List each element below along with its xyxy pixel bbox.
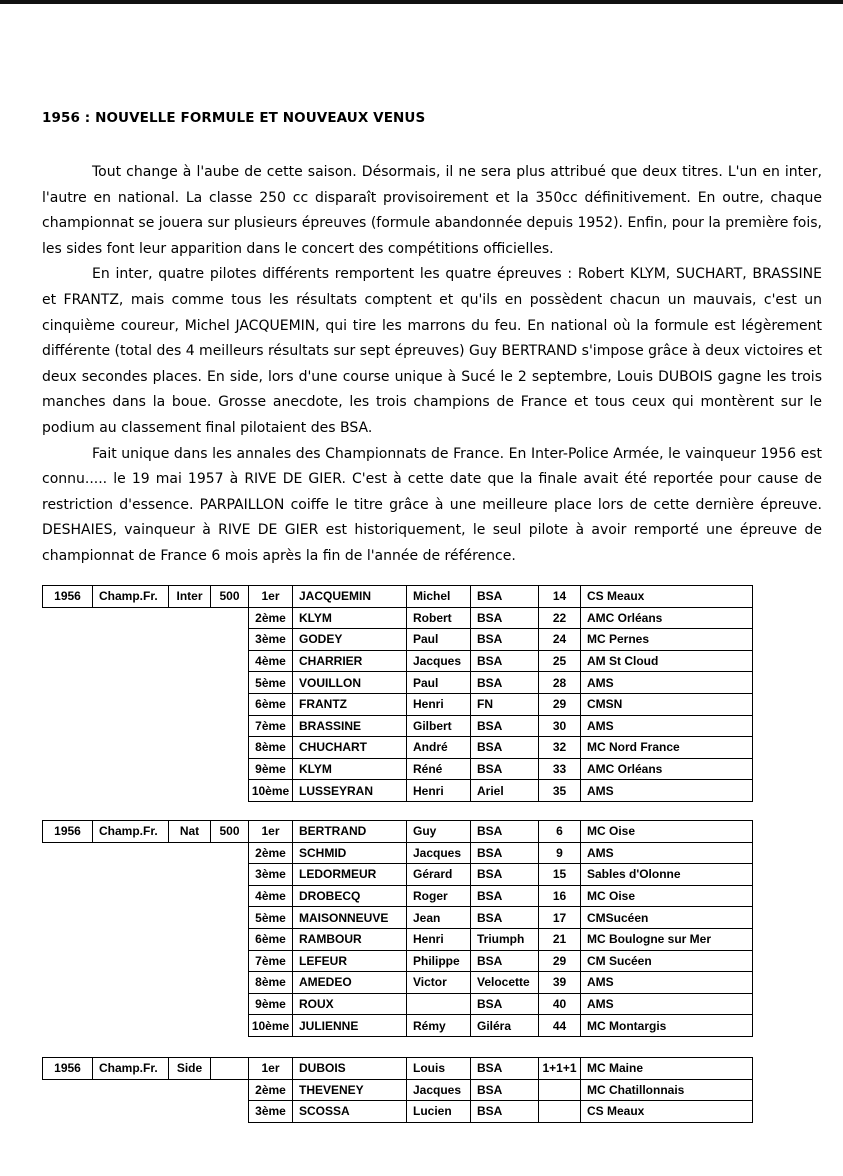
cell-rank: 5ème	[249, 672, 293, 694]
cell-first: Philippe	[407, 950, 471, 972]
table-row	[43, 885, 753, 907]
cell-bike: BSA	[471, 586, 539, 608]
cell-last: LEDORMEUR	[293, 864, 407, 886]
cell-pts: 16	[539, 885, 581, 907]
cell-last: VOUILLON	[293, 672, 407, 694]
cell-pts: 28	[539, 672, 581, 694]
cell-last: JACQUEMIN	[293, 586, 407, 608]
cell-club: MC Pernes	[581, 629, 753, 651]
cell-rank: 10ème	[249, 780, 293, 802]
header-cc: 500	[211, 586, 249, 608]
cell-bike: BSA	[471, 907, 539, 929]
cell-rank: 1er	[249, 586, 293, 608]
results-table-side	[42, 1057, 753, 1123]
cell-rank: 6ème	[249, 928, 293, 950]
cell-bike: BSA	[471, 672, 539, 694]
cell-club: MC Boulogne sur Mer	[581, 928, 753, 950]
cell-pts: 6	[539, 821, 581, 843]
cell-bike: Ariel	[471, 780, 539, 802]
cell-last: ROUX	[293, 993, 407, 1015]
cell-rank: 3ème	[249, 864, 293, 886]
cell-last: JULIENNE	[293, 1015, 407, 1037]
cell-pts: 21	[539, 928, 581, 950]
cell-first: Jacques	[407, 842, 471, 864]
cell-first: Gérard	[407, 864, 471, 886]
header-category: Nat	[169, 821, 211, 843]
header-championship: Champ.Fr.	[93, 821, 169, 843]
paragraph-2: En inter, quatre pilotes différents remportent les quatre épreuves : Robert KLYM, SUCHART, BRASSINE et FRANTZ, mais comme tous les résultats comptent et qu'ils en possèdent chacun un mauvais, c'est un cinquième coureur, Michel JACQUEMIN, qui tire les marrons du feu. En national où la formule est légèrement différente (total des 4 meilleurs résultats sur sept épreuves) Guy BERTRAND s'impose grâce à deux victoires et deux secondes places. En side, lors d'une course unique à Sucé le 2 septembre, Louis DUBOIS gagne les trois manches dans la boue. Grosse anecdote, les trois champions de France et tous ceux qui montèrent sur le podium au classement final pilotaient des BSA.	[42, 266, 822, 436]
paragraph-1: Tout change à l'aube de cette saison. Désormais, il ne sera plus attribué que deux titres. L'un en inter, l'autre en national. La classe 250 cc disparaît provisoirement et la 350cc définitivement. En outre, chaque championnat se jouera sur plusieurs épreuves (formule abandonnée depuis 1952). Enfin, pour la première fois, les sides font leur apparition dans le concert des compétitions officielles.	[42, 164, 822, 257]
cell-last: GODEY	[293, 629, 407, 651]
table-row	[43, 950, 753, 972]
cell-club: AMS	[581, 672, 753, 694]
cell-club: Sables d'Olonne	[581, 864, 753, 886]
header-year: 1956	[43, 1058, 93, 1080]
cell-bike: BSA	[471, 715, 539, 737]
cell-bike: BSA	[471, 650, 539, 672]
cell-last: DROBECQ	[293, 885, 407, 907]
cell-first: Paul	[407, 629, 471, 651]
cell-pts: 33	[539, 758, 581, 780]
cell-pts	[539, 1101, 581, 1123]
cell-last: RAMBOUR	[293, 928, 407, 950]
table-row	[43, 586, 753, 608]
cell-last: FRANTZ	[293, 693, 407, 715]
cell-first: André	[407, 737, 471, 759]
cell-pts: 1+1+1	[539, 1058, 581, 1080]
header-category: Side	[169, 1058, 211, 1080]
cell-pts: 22	[539, 607, 581, 629]
table-row	[43, 629, 753, 651]
table-row	[43, 672, 753, 694]
cell-rank: 2ème	[249, 607, 293, 629]
cell-club: MC Maine	[581, 1058, 753, 1080]
cell-club: MC Oise	[581, 821, 753, 843]
cell-club: AMS	[581, 993, 753, 1015]
cell-rank: 5ème	[249, 907, 293, 929]
table-row	[43, 780, 753, 802]
cell-first: Henri	[407, 780, 471, 802]
page-title: 1956 : NOUVELLE FORMULE ET NOUVEAUX VENUS	[42, 110, 426, 126]
body-text	[42, 160, 822, 570]
table-row	[43, 864, 753, 886]
cell-first: Paul	[407, 672, 471, 694]
cell-bike: BSA	[471, 737, 539, 759]
cell-last: BRASSINE	[293, 715, 407, 737]
cell-bike: BSA	[471, 950, 539, 972]
cell-club: AMS	[581, 972, 753, 994]
header-championship: Champ.Fr.	[93, 586, 169, 608]
cell-rank: 7ème	[249, 950, 293, 972]
cell-last: DUBOIS	[293, 1058, 407, 1080]
table-row	[43, 907, 753, 929]
header-year: 1956	[43, 586, 93, 608]
cell-rank: 1er	[249, 1058, 293, 1080]
cell-last: CHARRIER	[293, 650, 407, 672]
cell-last: MAISONNEUVE	[293, 907, 407, 929]
cell-pts: 17	[539, 907, 581, 929]
cell-pts: 32	[539, 737, 581, 759]
cell-pts: 39	[539, 972, 581, 994]
cell-bike: BSA	[471, 993, 539, 1015]
cell-bike: BSA	[471, 1058, 539, 1080]
cell-club: AMC Orléans	[581, 607, 753, 629]
cell-last: BERTRAND	[293, 821, 407, 843]
cell-first: Lucien	[407, 1101, 471, 1123]
cell-bike: FN	[471, 693, 539, 715]
cell-first: Robert	[407, 607, 471, 629]
header-category: Inter	[169, 586, 211, 608]
table-row	[43, 928, 753, 950]
table-row	[43, 1079, 753, 1101]
table-row	[43, 1058, 753, 1080]
cell-first: Roger	[407, 885, 471, 907]
cell-club: MC Oise	[581, 885, 753, 907]
cell-bike: BSA	[471, 821, 539, 843]
cell-rank: 9ème	[249, 993, 293, 1015]
table-row	[43, 1101, 753, 1123]
cell-rank: 4ème	[249, 885, 293, 907]
cell-club: CMSucéen	[581, 907, 753, 929]
cell-bike: Velocette	[471, 972, 539, 994]
cell-pts: 40	[539, 993, 581, 1015]
table-row	[43, 650, 753, 672]
cell-last: SCHMID	[293, 842, 407, 864]
cell-rank: 10ème	[249, 1015, 293, 1037]
cell-club: AM St Cloud	[581, 650, 753, 672]
table-row	[43, 737, 753, 759]
header-championship: Champ.Fr.	[93, 1058, 169, 1080]
cell-bike: BSA	[471, 864, 539, 886]
cell-pts: 35	[539, 780, 581, 802]
cell-rank: 7ème	[249, 715, 293, 737]
top-border	[0, 0, 843, 4]
cell-last: CHUCHART	[293, 737, 407, 759]
cell-pts: 15	[539, 864, 581, 886]
cell-rank: 9ème	[249, 758, 293, 780]
cell-club: AMS	[581, 715, 753, 737]
table-row	[43, 693, 753, 715]
cell-pts: 29	[539, 693, 581, 715]
paragraph-3: Fait unique dans les annales des Championnats de France. En Inter-Police Armée, le vainqueur 1956 est connu..... le 19 mai 1957 à RIVE DE GIER. C'est à cette date que la finale avait été reportée pour cause de restriction d'essence. PARPAILLON coiffe le titre grâce à une meilleure place lors de cette dernière épreuve. DESHAIES, vainqueur à RIVE DE GIER est historiquement, le seul pilote à avoir remporté une épreuve de championnat de France 6 mois après la fin de l'année de référence.	[42, 445, 822, 564]
header-cc: 500	[211, 821, 249, 843]
cell-bike: BSA	[471, 885, 539, 907]
cell-rank: 3ème	[249, 1101, 293, 1123]
cell-pts	[539, 1079, 581, 1101]
cell-bike: BSA	[471, 607, 539, 629]
header-cc	[211, 1058, 249, 1080]
cell-bike: Triumph	[471, 928, 539, 950]
cell-first: Victor	[407, 972, 471, 994]
cell-first: Louis	[407, 1058, 471, 1080]
cell-pts: 29	[539, 950, 581, 972]
cell-first: Jacques	[407, 1079, 471, 1101]
cell-last: AMEDEO	[293, 972, 407, 994]
table-row	[43, 607, 753, 629]
cell-rank: 4ème	[249, 650, 293, 672]
table-row	[43, 842, 753, 864]
cell-pts: 25	[539, 650, 581, 672]
cell-last: KLYM	[293, 758, 407, 780]
cell-pts: 24	[539, 629, 581, 651]
cell-club: MC Montargis	[581, 1015, 753, 1037]
cell-club: AMS	[581, 780, 753, 802]
cell-club: CS Meaux	[581, 1101, 753, 1123]
results-table-inter	[42, 585, 753, 802]
cell-club: AMS	[581, 842, 753, 864]
table-row	[43, 993, 753, 1015]
cell-first: Jean	[407, 907, 471, 929]
cell-club: CS Meaux	[581, 586, 753, 608]
cell-first: Henri	[407, 928, 471, 950]
table-row	[43, 758, 753, 780]
cell-last: KLYM	[293, 607, 407, 629]
cell-bike: BSA	[471, 1079, 539, 1101]
cell-bike: BSA	[471, 758, 539, 780]
cell-bike: Giléra	[471, 1015, 539, 1037]
cell-first: Jacques	[407, 650, 471, 672]
cell-first	[407, 993, 471, 1015]
cell-rank: 1er	[249, 821, 293, 843]
cell-club: CMSN	[581, 693, 753, 715]
cell-rank: 8ème	[249, 972, 293, 994]
cell-rank: 2ème	[249, 1079, 293, 1101]
cell-first: Guy	[407, 821, 471, 843]
table-row	[43, 821, 753, 843]
results-table-nat	[42, 820, 753, 1037]
cell-rank: 6ème	[249, 693, 293, 715]
cell-club: CM Sucéen	[581, 950, 753, 972]
cell-first: Michel	[407, 586, 471, 608]
cell-rank: 3ème	[249, 629, 293, 651]
table-row	[43, 972, 753, 994]
cell-last: LEFEUR	[293, 950, 407, 972]
cell-first: Rémy	[407, 1015, 471, 1037]
table-row	[43, 1015, 753, 1037]
cell-last: LUSSEYRAN	[293, 780, 407, 802]
cell-club: MC Nord France	[581, 737, 753, 759]
cell-first: Henri	[407, 693, 471, 715]
cell-pts: 44	[539, 1015, 581, 1037]
cell-first: Gilbert	[407, 715, 471, 737]
cell-pts: 9	[539, 842, 581, 864]
cell-first: Réné	[407, 758, 471, 780]
cell-last: SCOSSA	[293, 1101, 407, 1123]
header-year: 1956	[43, 821, 93, 843]
cell-pts: 14	[539, 586, 581, 608]
cell-bike: BSA	[471, 629, 539, 651]
cell-last: THEVENEY	[293, 1079, 407, 1101]
cell-bike: BSA	[471, 842, 539, 864]
cell-pts: 30	[539, 715, 581, 737]
cell-rank: 2ème	[249, 842, 293, 864]
table-row	[43, 715, 753, 737]
cell-club: AMC Orléans	[581, 758, 753, 780]
cell-club: MC Chatillonnais	[581, 1079, 753, 1101]
cell-rank: 8ème	[249, 737, 293, 759]
cell-bike: BSA	[471, 1101, 539, 1123]
